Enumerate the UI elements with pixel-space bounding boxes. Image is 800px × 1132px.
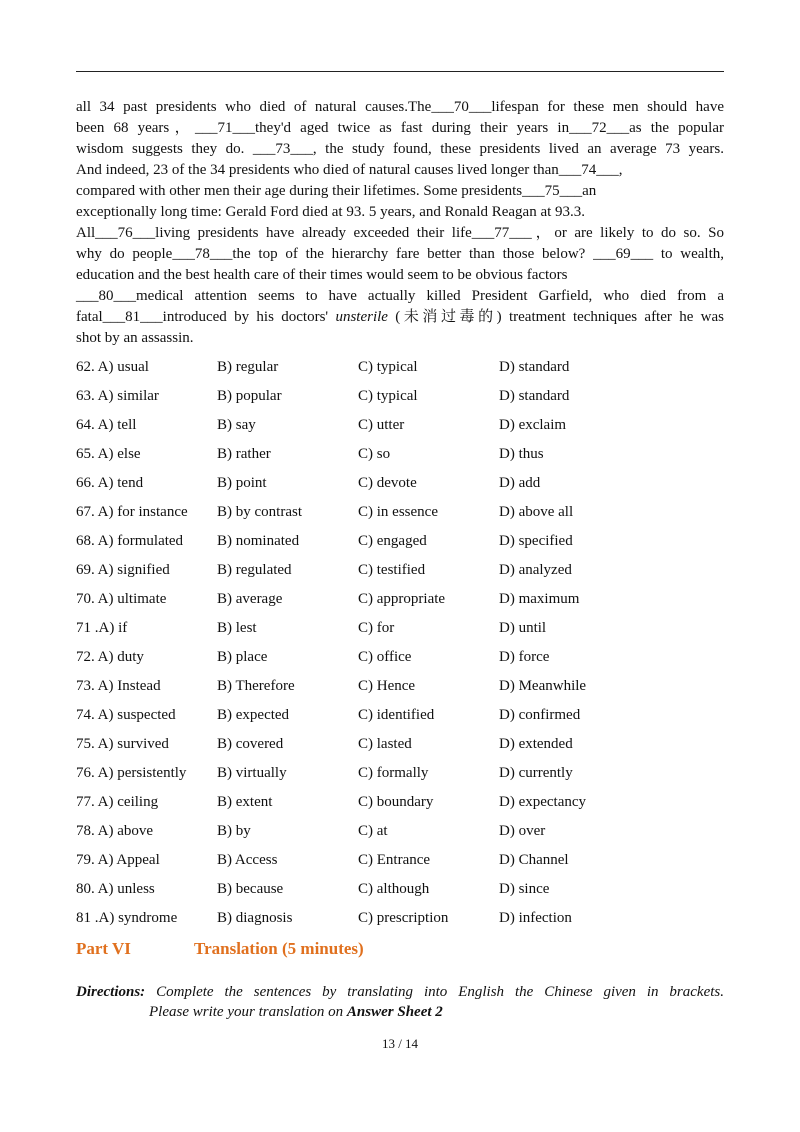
passage-line: wisdom suggests they do. ___73___, the study found, these presidents lived an average 73 years. xyxy=(76,141,724,157)
option-d: D) until xyxy=(499,620,547,636)
option-c: C) so xyxy=(358,446,391,462)
page-number: 13 / 14 xyxy=(381,1036,419,1051)
option-c: C) testified xyxy=(358,562,426,578)
option-b: B) say xyxy=(217,417,256,433)
passage-line: All___76___living presidents have already exceeded their life___77___，or are likely to do so. So xyxy=(76,225,724,241)
option-d: D) maximum xyxy=(499,591,580,607)
option-c: C) formally xyxy=(358,765,429,781)
question-row-69 xyxy=(76,560,724,589)
question-row-73 xyxy=(76,676,724,705)
option-a: 68. A) formulated xyxy=(76,533,184,549)
option-a: 62. A) usual xyxy=(76,359,149,375)
option-a: 81 .A) syndrome xyxy=(76,910,178,926)
option-b: B) point xyxy=(217,475,267,491)
directions-text: Please write your translation on xyxy=(149,1004,347,1020)
option-d: D) expectancy xyxy=(499,794,587,810)
option-d: D) above all xyxy=(499,504,574,520)
option-b: B) Therefore xyxy=(217,678,295,694)
option-c: C) identified xyxy=(358,707,435,723)
question-row-63 xyxy=(76,386,724,415)
option-a: 73. A) Instead xyxy=(76,678,161,694)
option-b: B) popular xyxy=(217,388,282,404)
option-c: C) Entrance xyxy=(358,852,431,868)
option-a: 75. A) survived xyxy=(76,736,169,752)
part-title: Translation (5 minutes) xyxy=(194,939,364,958)
option-a: 79. A) Appeal xyxy=(76,852,160,868)
question-row-66 xyxy=(76,473,724,502)
answer-options xyxy=(76,357,724,937)
directions xyxy=(76,982,724,1022)
passage-line: why do people___78___the top of the hierarchy fare better than those below? ___69___ to wealth, xyxy=(76,246,724,262)
top-rule xyxy=(76,71,724,72)
option-b: B) because xyxy=(217,881,284,897)
option-a: 77. A) ceiling xyxy=(76,794,159,810)
question-row-78 xyxy=(76,821,724,850)
option-d: D) infection xyxy=(499,910,572,926)
option-c: C) for xyxy=(358,620,395,636)
option-a: 76. A) persistently xyxy=(76,765,187,781)
reading-passage xyxy=(76,97,724,349)
option-d: D) standard xyxy=(499,359,570,375)
question-row-75 xyxy=(76,734,724,763)
passage-text: fatal___81___introduced by his doctors' xyxy=(76,309,336,325)
option-b: B) extent xyxy=(217,794,273,810)
option-b: B) by xyxy=(217,823,251,839)
option-b: B) diagnosis xyxy=(217,910,293,926)
option-d: D) extended xyxy=(499,736,573,752)
option-a: 66. A) tend xyxy=(76,475,144,491)
option-b: B) regulated xyxy=(217,562,292,578)
directions-line-2 xyxy=(76,1002,724,1022)
option-c: C) engaged xyxy=(358,533,427,549)
option-b: B) place xyxy=(217,649,268,665)
option-b: B) by contrast xyxy=(217,504,302,520)
option-c: C) devote xyxy=(358,475,417,491)
option-a: 74. A) suspected xyxy=(76,707,176,723)
option-b: B) Access xyxy=(217,852,278,868)
option-b: B) nominated xyxy=(217,533,300,549)
passage-text: (未消过毒的) treatment techniques after he was xyxy=(387,309,725,325)
question-row-65 xyxy=(76,444,724,473)
option-d: D) currently xyxy=(499,765,573,781)
question-row-81 xyxy=(76,908,724,937)
passage-line: compared with other men their age during their lifetimes. Some presidents___75___an xyxy=(76,183,597,199)
directions-line-1 xyxy=(76,982,724,1002)
passage-line: exceptionally long time: Gerald Ford died at 93. 5 years, and Ronald Reagan at 93.3. xyxy=(76,204,586,220)
question-row-76 xyxy=(76,763,724,792)
passage-line: shot by an assassin. xyxy=(76,330,194,346)
option-d: D) over xyxy=(499,823,546,839)
option-d: D) analyzed xyxy=(499,562,572,578)
option-c: C) lasted xyxy=(358,736,412,752)
option-d: D) confirmed xyxy=(499,707,581,723)
option-c: C) Hence xyxy=(358,678,416,694)
question-row-62 xyxy=(76,357,724,386)
directions-text: Complete the sentences by translating into English the Chinese given in brackets. xyxy=(145,984,724,1000)
option-c: C) in essence xyxy=(358,504,438,520)
passage-line: ___80___medical attention seems to have actually killed President Garfield, who died from a xyxy=(76,288,724,304)
question-row-70 xyxy=(76,589,724,618)
option-a: 63. A) similar xyxy=(76,388,159,404)
directions-label: Directions: xyxy=(76,984,146,1000)
option-a: 72. A) duty xyxy=(76,649,144,665)
option-c: C) prescription xyxy=(358,910,449,926)
option-a: 69. A) signified xyxy=(76,562,170,578)
option-b: B) expected xyxy=(217,707,290,723)
option-c: C) although xyxy=(358,881,430,897)
question-row-77 xyxy=(76,792,724,821)
answer-sheet-reference: Answer Sheet 2 xyxy=(346,1004,443,1020)
option-a: 78. A) above xyxy=(76,823,154,839)
option-b: B) lest xyxy=(217,620,257,636)
option-d: D) Meanwhile xyxy=(499,678,587,694)
option-c: C) office xyxy=(358,649,412,665)
option-d: D) Channel xyxy=(499,852,569,868)
option-d: D) force xyxy=(499,649,550,665)
option-d: D) standard xyxy=(499,388,570,404)
option-c: C) utter xyxy=(358,417,405,433)
option-c: C) typical xyxy=(358,388,418,404)
question-row-64 xyxy=(76,415,724,444)
passage-italic-term: unsterile xyxy=(335,309,388,325)
option-c: C) boundary xyxy=(358,794,434,810)
option-a: 71 .A) if xyxy=(76,620,128,636)
question-row-68 xyxy=(76,531,724,560)
question-row-72 xyxy=(76,647,724,676)
option-b: B) average xyxy=(217,591,283,607)
option-d: D) specified xyxy=(499,533,573,549)
passage-line: And indeed, 23 of the 34 presidents who died of natural causes lived longer than___74___, xyxy=(76,162,623,178)
question-row-67 xyxy=(76,502,724,531)
option-c: C) at xyxy=(358,823,388,839)
option-b: B) regular xyxy=(217,359,279,375)
option-c: C) typical xyxy=(358,359,418,375)
option-a: 70. A) ultimate xyxy=(76,591,167,607)
part-heading xyxy=(76,939,364,959)
option-a: 65. A) else xyxy=(76,446,141,462)
option-a: 64. A) tell xyxy=(76,417,137,433)
passage-line-mixed xyxy=(76,307,724,328)
option-b: B) virtually xyxy=(217,765,287,781)
option-a: 80. A) unless xyxy=(76,881,155,897)
question-row-71 xyxy=(76,618,724,647)
part-label: Part VI xyxy=(76,939,131,958)
passage-line: education and the best health care of their times would seem to be obvious factors xyxy=(76,267,568,283)
question-row-74 xyxy=(76,705,724,734)
question-row-79 xyxy=(76,850,724,879)
option-b: B) covered xyxy=(217,736,284,752)
option-d: D) thus xyxy=(499,446,544,462)
option-b: B) rather xyxy=(217,446,271,462)
option-d: D) add xyxy=(499,475,541,491)
passage-line: all 34 past presidents who died of natural causes.The___70___lifespan for these men should have xyxy=(76,99,724,115)
option-d: D) since xyxy=(499,881,550,897)
option-c: C) appropriate xyxy=(358,591,446,607)
question-row-80 xyxy=(76,879,724,908)
passage-line: been 68 years，___71___they'd aged twice as fast during their years in___72___as the popular xyxy=(76,120,724,136)
option-d: D) exclaim xyxy=(499,417,567,433)
option-a: 67. A) for instance xyxy=(76,504,188,520)
